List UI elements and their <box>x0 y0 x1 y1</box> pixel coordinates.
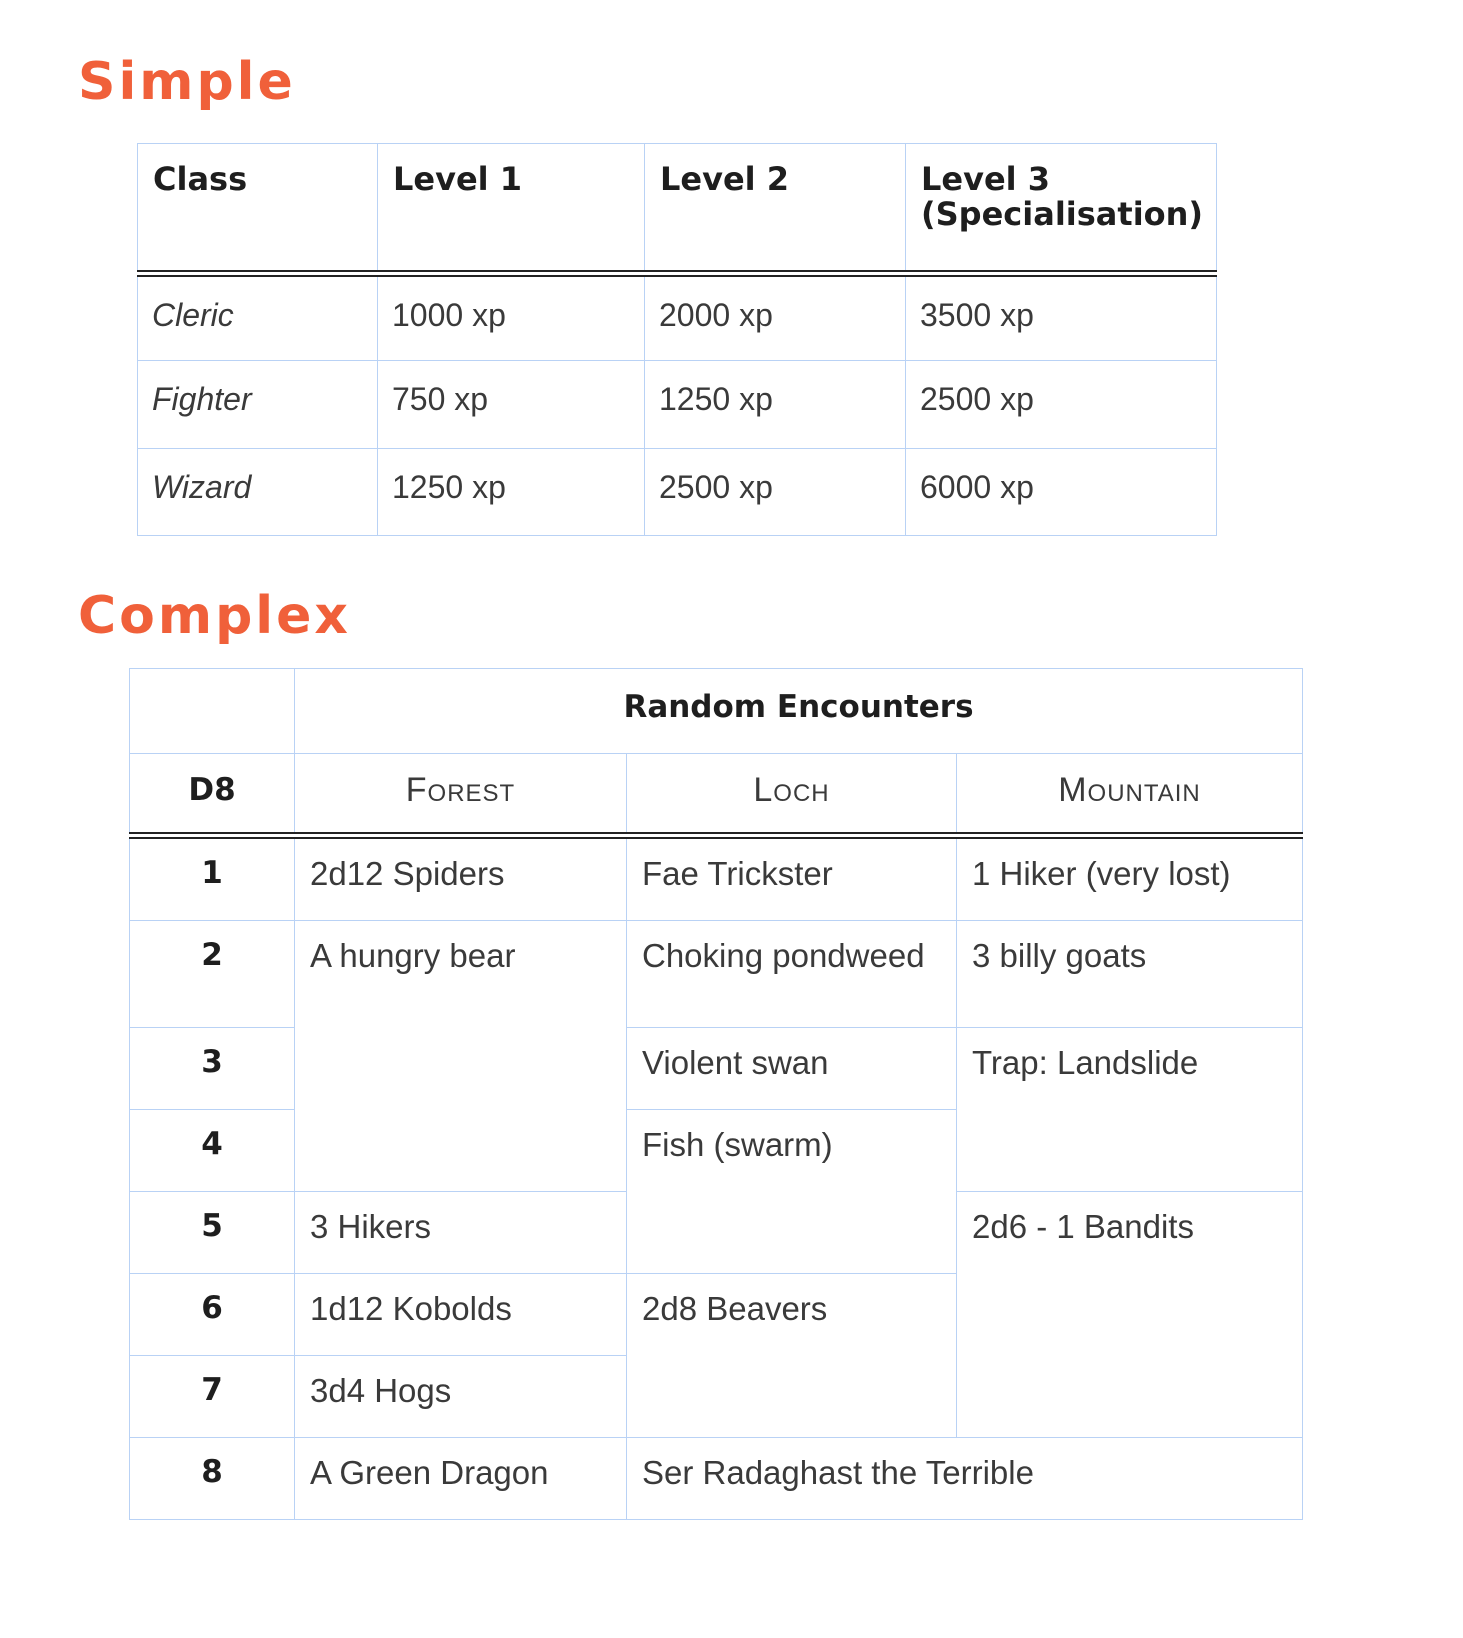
mountain-cell: 1 Hiker (very lost) <box>957 836 1303 921</box>
table-row <box>138 361 1217 449</box>
loch-cell: Violent swan <box>627 1028 957 1110</box>
class-cell: Cleric <box>138 274 378 361</box>
empty-corner-cell <box>130 669 295 754</box>
heading-simple: Simple <box>78 52 296 112</box>
table-row <box>138 274 1217 361</box>
roll-cell: 2 <box>130 921 295 1028</box>
roll-cell: 3 <box>130 1028 295 1110</box>
class-cell: Fighter <box>138 361 378 449</box>
xp-cell: 2500 xp <box>906 361 1217 449</box>
header-d8: D8 <box>130 754 295 836</box>
table-title: Random Encounters <box>295 669 1303 754</box>
table-row <box>138 449 1217 536</box>
header-mountain: Mountain <box>957 754 1303 836</box>
mountain-cell: 2d6 - 1 Bandits <box>957 1192 1303 1438</box>
xp-cell: 1250 xp <box>378 449 645 536</box>
xp-cell: 3500 xp <box>906 274 1217 361</box>
roll-cell: 5 <box>130 1192 295 1274</box>
roll-cell: 1 <box>130 836 295 921</box>
loch-cell: Fish (swarm) <box>627 1110 957 1274</box>
random-encounters-table <box>129 668 1303 1520</box>
forest-cell: 3 Hikers <box>295 1192 627 1274</box>
forest-cell: A Green Dragon <box>295 1438 627 1520</box>
roll-cell: 8 <box>130 1438 295 1520</box>
header-loch: Loch <box>627 754 957 836</box>
table-row <box>130 921 1303 1028</box>
forest-cell: A hungry bear <box>295 921 627 1192</box>
xp-cell: 1250 xp <box>645 361 906 449</box>
table-header-row <box>130 754 1303 836</box>
class-cell: Wizard <box>138 449 378 536</box>
table-header-row <box>138 144 1217 274</box>
mountain-cell: Trap: Landslide <box>957 1028 1303 1192</box>
roll-cell: 7 <box>130 1356 295 1438</box>
loch-cell: Fae Trickster <box>627 836 957 921</box>
roll-cell: 4 <box>130 1110 295 1192</box>
xp-cell: 6000 xp <box>906 449 1217 536</box>
table-title-row <box>130 669 1303 754</box>
header-forest: Forest <box>295 754 627 836</box>
xp-cell: 2500 xp <box>645 449 906 536</box>
header-level-3-line1: Level 3 <box>921 160 1051 198</box>
loch-mountain-cell: Ser Radaghast the Terrible <box>627 1438 1303 1520</box>
loch-cell: Choking pondweed <box>627 921 957 1028</box>
xp-cell: 750 xp <box>378 361 645 449</box>
heading-complex: Complex <box>78 586 351 646</box>
forest-cell: 1d12 Kobolds <box>295 1274 627 1356</box>
header-level-3-line2: (Specialisation) <box>921 195 1204 233</box>
table-row <box>130 836 1303 921</box>
xp-cell: 1000 xp <box>378 274 645 361</box>
forest-cell: 2d12 Spiders <box>295 836 627 921</box>
forest-cell: 3d4 Hogs <box>295 1356 627 1438</box>
header-level-2: Level 2 <box>645 144 906 274</box>
table-row <box>130 1438 1303 1520</box>
mountain-cell: 3 billy goats <box>957 921 1303 1028</box>
header-level-1: Level 1 <box>378 144 645 274</box>
loch-cell: 2d8 Beavers <box>627 1274 957 1438</box>
header-level-3 <box>906 144 1217 274</box>
xp-cell: 2000 xp <box>645 274 906 361</box>
xp-table-simple <box>137 143 1217 536</box>
roll-cell: 6 <box>130 1274 295 1356</box>
header-class: Class <box>138 144 378 274</box>
